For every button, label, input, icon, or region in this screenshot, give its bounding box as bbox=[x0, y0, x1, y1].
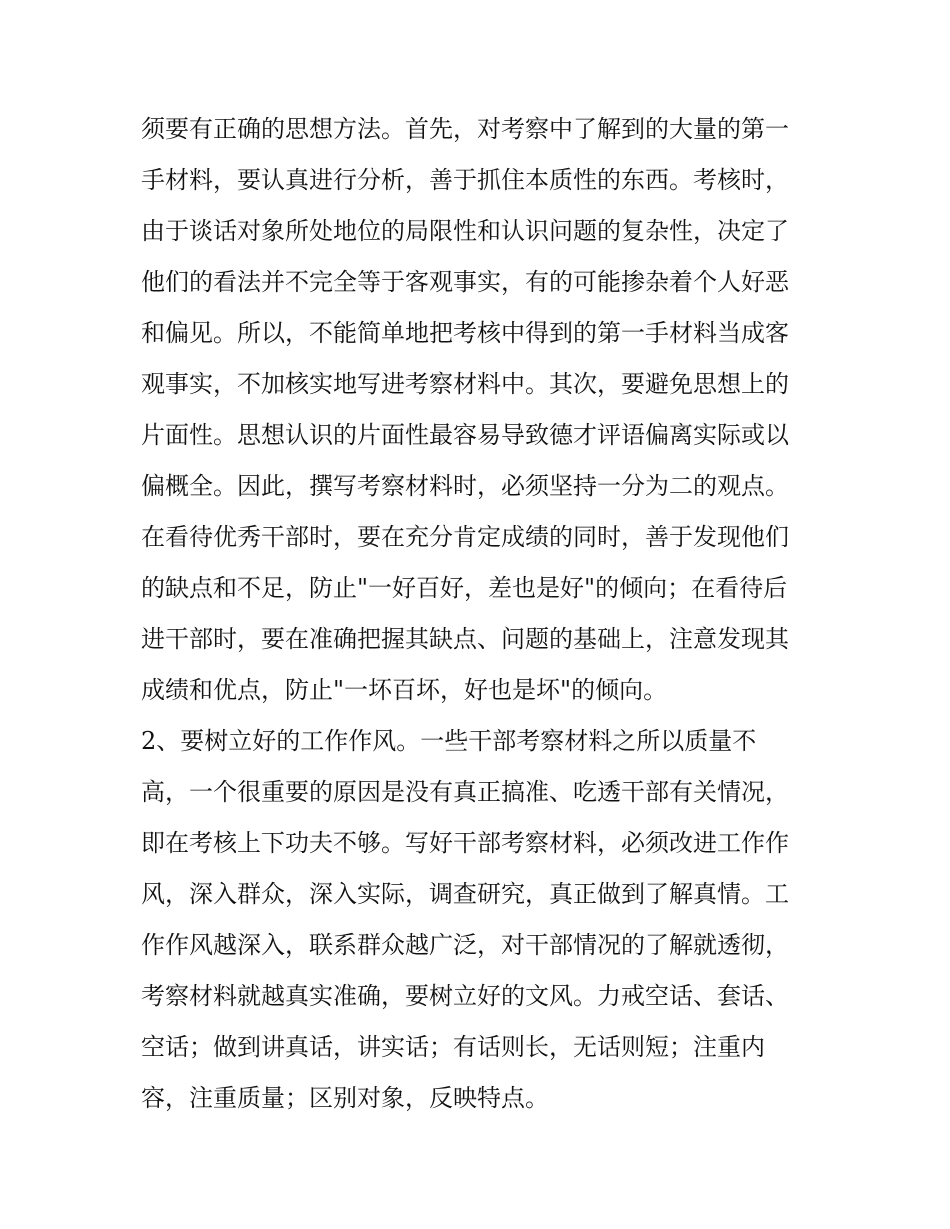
text-line: 手材料，要认真进行分析，善于抓住本质性的东西。考核时， bbox=[141, 166, 789, 194]
text-line: 在看待优秀干部时，要在充分肯定成绩的同时，善于发现他们 bbox=[141, 523, 789, 551]
text-line: 风，深入群众，深入实际，调查研究，真正做到了解真情。工 bbox=[141, 880, 789, 908]
text-line: 2、要树立好的工作作风。一些干部考察材料之所以质量不 bbox=[141, 727, 757, 755]
text-line: 考察材料就越真实准确，要树立好的文风。力戒空话、套话、 bbox=[141, 982, 789, 1010]
body-text bbox=[141, 104, 821, 1124]
text-line: 和偏见。所以，不能简单地把考核中得到的第一手材料当成客 bbox=[141, 319, 789, 347]
text-line: 空话；做到讲真话，讲实话；有话则长，无话则短；注重内 bbox=[141, 1033, 765, 1061]
text-line: 观事实，不加核实地写进考察材料中。其次，要避免思想上的 bbox=[141, 370, 789, 398]
text-line: 高，一个很重要的原因是没有真正搞准、吃透干部有关情况， bbox=[141, 778, 789, 806]
text-line: 他们的看法并不完全等于客观事实，有的可能掺杂着个人好恶 bbox=[141, 268, 789, 296]
text-line: 须要有正确的思想方法。首先，对考察中了解到的大量的第一 bbox=[141, 115, 789, 143]
text-line: 片面性。思想认识的片面性最容易导致德才评语偏离实际或以 bbox=[141, 421, 789, 449]
text-line: 进干部时，要在准确把握其缺点、问题的基础上，注意发现其 bbox=[141, 625, 789, 653]
text-line: 由于谈话对象所处地位的局限性和认识问题的复杂性，决定了 bbox=[141, 217, 789, 245]
text-line: 作作风越深入，联系群众越广泛，对干部情况的了解就透彻， bbox=[141, 931, 789, 959]
text-line: 的缺点和不足，防止"一好百好，差也是好"的倾向；在看待后 bbox=[141, 574, 788, 602]
text-line: 容，注重质量；区别对象，反映特点。 bbox=[141, 1084, 549, 1112]
text-line: 偏概全。因此，撰写考察材料时，必须坚持一分为二的观点。 bbox=[141, 472, 789, 500]
text-line: 成绩和优点，防止"一坏百坏，好也是坏"的倾向。 bbox=[141, 676, 668, 704]
text-line: 即在考核上下功夫不够。写好干部考察材料，必须改进工作作 bbox=[141, 829, 789, 857]
